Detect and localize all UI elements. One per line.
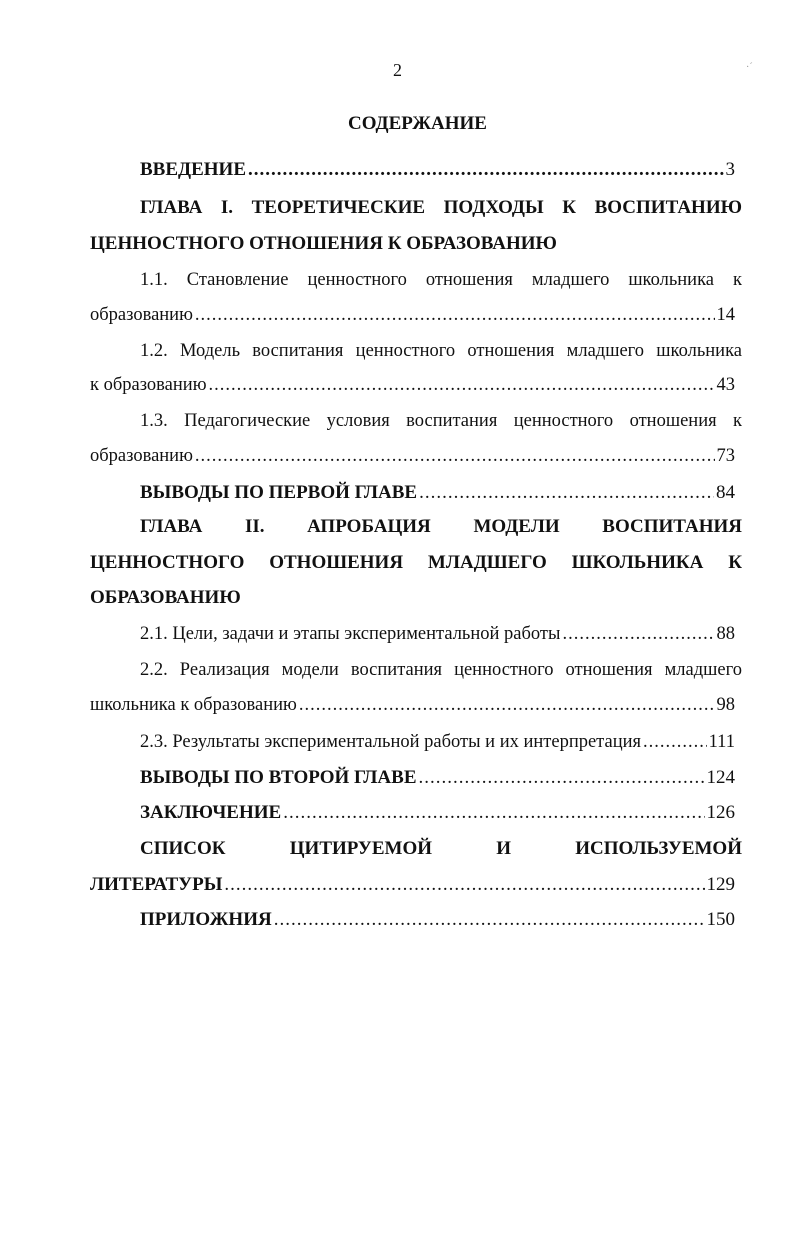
references-heading-line1[interactable]: СПИСОК ЦИТИРУЕМОЙ И ИСПОЛЬЗУЕМОЙ bbox=[140, 838, 742, 859]
section-1-3-line1[interactable]: 1.3. Педагогические условия воспитания ценностного отношения к bbox=[140, 411, 742, 431]
entry-text: к образованию bbox=[90, 375, 207, 395]
toc-entry-references[interactable] bbox=[90, 873, 735, 897]
entry-text: ЗАКЛЮЧЕНИЕ bbox=[140, 802, 282, 823]
page-number: 2 bbox=[393, 60, 402, 80]
entry-text: образованию bbox=[90, 305, 193, 325]
toc-entry-2-2[interactable] bbox=[90, 693, 735, 717]
entry-page: 3 bbox=[725, 159, 735, 180]
chapter-2-heading-line1[interactable]: ГЛАВА II. АПРОБАЦИЯ МОДЕЛИ ВОСПИТАНИЯ bbox=[140, 516, 742, 537]
toc-entry-1-2[interactable] bbox=[90, 373, 735, 397]
entry-page: 88 bbox=[716, 624, 735, 644]
toc-entry-2-1[interactable] bbox=[140, 622, 735, 646]
toc-title: СОДЕРЖАНИЕ bbox=[348, 113, 487, 134]
toc-entry-2-3[interactable] bbox=[140, 730, 735, 754]
leader-dots bbox=[274, 908, 705, 932]
leader-dots bbox=[209, 373, 715, 397]
entry-page: 84 bbox=[716, 482, 735, 503]
scan-mark: ·ˊ bbox=[746, 62, 753, 73]
toc-entry-conclusion[interactable] bbox=[140, 801, 735, 825]
toc-entry-1-1[interactable] bbox=[90, 303, 735, 327]
entry-text: ВЫВОДЫ ПО ПЕРВОЙ ГЛАВЕ bbox=[140, 482, 418, 503]
entry-page: 73 bbox=[716, 446, 735, 466]
chapter-2-heading-line2[interactable]: ЦЕННОСТНОГО ОТНОШЕНИЯ МЛАДШЕГО ШКОЛЬНИКА К bbox=[90, 552, 742, 573]
leader-dots bbox=[643, 730, 707, 754]
leader-dots bbox=[195, 444, 715, 468]
section-1-1-line1[interactable]: 1.1. Становление ценностного отношения младшего школьника к bbox=[140, 270, 742, 290]
toc-entry-intro[interactable] bbox=[140, 158, 735, 182]
leader-dots bbox=[299, 693, 715, 717]
leader-dots bbox=[419, 766, 705, 790]
entry-page: 43 bbox=[716, 375, 735, 395]
entry-page: 150 bbox=[706, 909, 735, 930]
leader-dots bbox=[195, 303, 715, 327]
chapter-2-heading-line3[interactable]: ОБРАЗОВАНИЮ bbox=[90, 587, 241, 608]
entry-page: 98 bbox=[716, 695, 735, 715]
toc-entry-conclusions-2[interactable] bbox=[140, 766, 735, 790]
leader-dots bbox=[224, 873, 704, 897]
entry-text: ЛИТЕРАТУРЫ bbox=[90, 874, 223, 895]
entry-text: школьника к образованию bbox=[90, 695, 297, 715]
toc-entry-conclusions-1[interactable] bbox=[140, 481, 735, 505]
entry-text: ПРИЛОЖНИЯ bbox=[140, 909, 272, 930]
toc-entry-appendix[interactable] bbox=[140, 908, 735, 932]
entry-page: 129 bbox=[706, 874, 735, 895]
leader-dots bbox=[283, 801, 704, 825]
entry-text: 2.1. Цели, задачи и этапы экспериментальной работы bbox=[140, 624, 561, 644]
entry-text: 2.3. Результаты экспериментальной работы и их интерпретация bbox=[140, 732, 642, 752]
section-1-2-line1[interactable]: 1.2. Модель воспитания ценностного отношения младшего школьника bbox=[140, 341, 742, 361]
entry-text: образованию bbox=[90, 446, 193, 466]
leader-dots bbox=[248, 158, 724, 182]
toc-entry-1-3[interactable] bbox=[90, 444, 735, 468]
leader-dots bbox=[419, 481, 714, 505]
chapter-1-heading-line2[interactable]: ЦЕННОСТНОГО ОТНОШЕНИЯ К ОБРАЗОВАНИЮ bbox=[90, 233, 557, 254]
entry-page: 126 bbox=[706, 802, 735, 823]
entry-page: 124 bbox=[706, 767, 735, 788]
leader-dots bbox=[562, 622, 714, 646]
chapter-1-heading-line1[interactable]: ГЛАВА I. ТЕОРЕТИЧЕСКИЕ ПОДХОДЫ К ВОСПИТАНИЮ bbox=[140, 197, 742, 218]
entry-page: 111 bbox=[708, 732, 735, 752]
entry-text: ВВЕДЕНИЕ bbox=[140, 159, 246, 180]
entry-page: 14 bbox=[716, 305, 735, 325]
entry-text: ВЫВОДЫ ПО ВТОРОЙ ГЛАВЕ bbox=[140, 767, 417, 788]
section-2-2-line1[interactable]: 2.2. Реализация модели воспитания ценностного отношения младшего bbox=[140, 660, 742, 680]
